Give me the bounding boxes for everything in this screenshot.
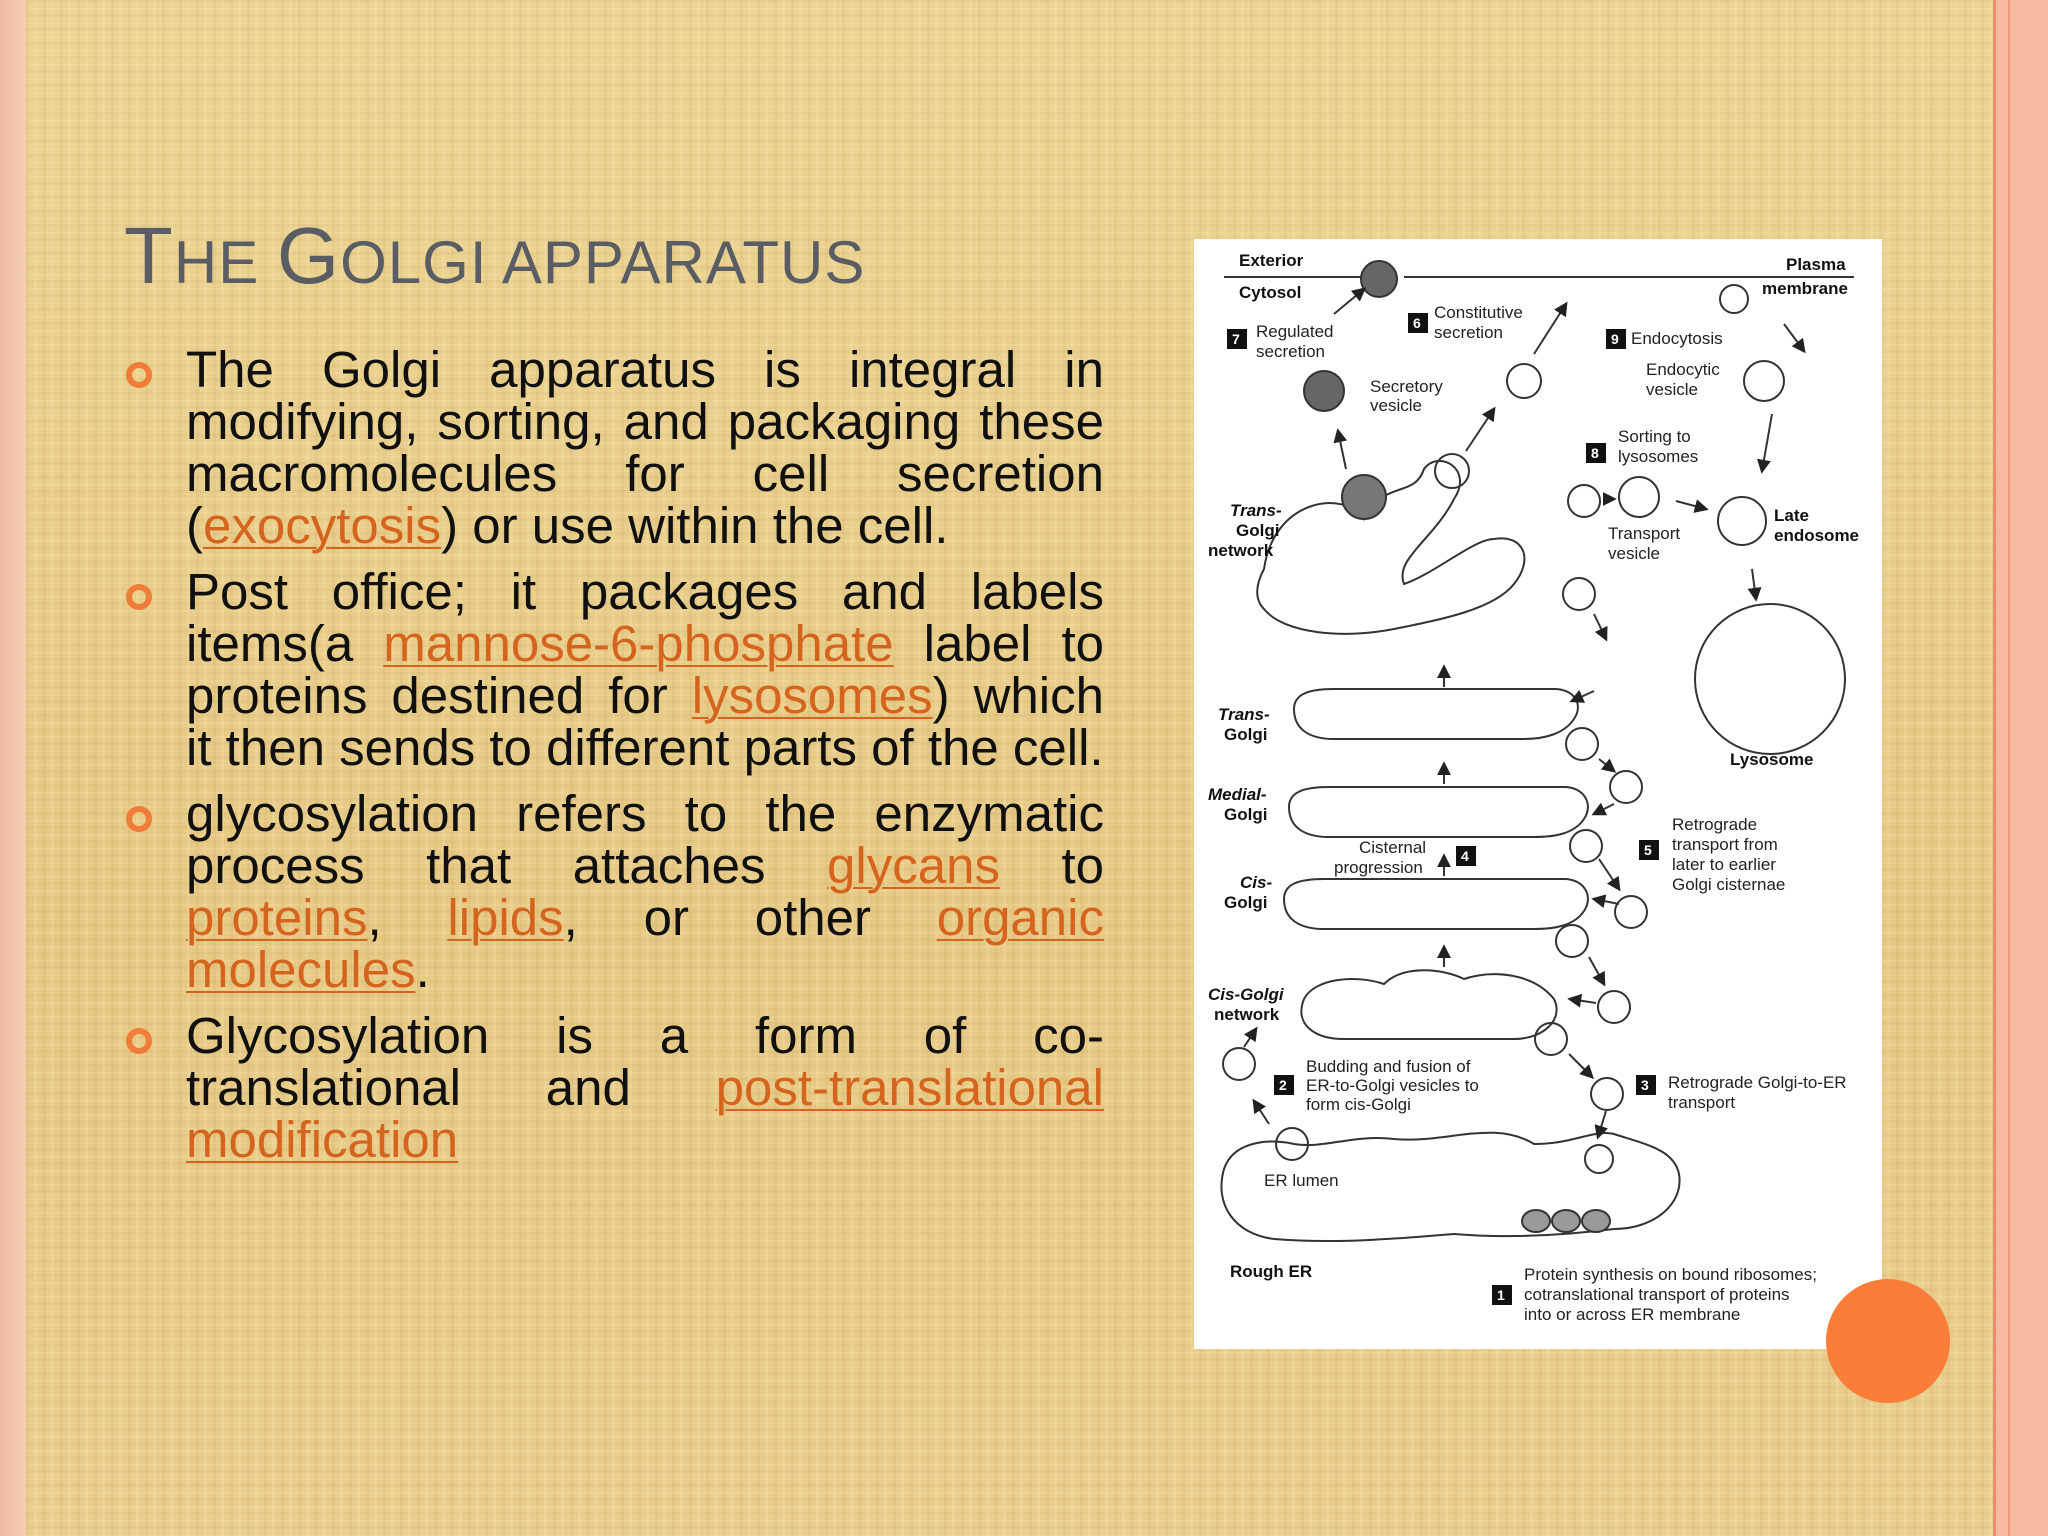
label-retrograde-er-1: Retrograde Golgi-to-ER [1668, 1073, 1847, 1092]
label-lysosome: Lysosome [1730, 750, 1814, 769]
arrow-to-late [1676, 501, 1706, 509]
vesicle-membrane-pit [1720, 285, 1748, 313]
label-regulated-1: Regulated [1256, 322, 1334, 341]
link-exocytosis[interactable]: exocytosis [202, 497, 442, 554]
bullet-item-1 [124, 341, 1104, 554]
arrow-left-2 [1594, 804, 1614, 814]
label-trans-2: Golgi [1224, 725, 1268, 744]
label-medial-2: Golgi [1224, 805, 1268, 824]
endocytic-vesicle-shape [1744, 361, 1784, 401]
label-cytosol: Cytosol [1239, 283, 1302, 302]
bullet-item-4 [124, 1007, 1104, 1168]
label-endocytic-2: vesicle [1646, 380, 1698, 399]
title-initial-g: G [276, 211, 341, 300]
bullet-item-2 [124, 563, 1104, 776]
bullet-item-3 [124, 785, 1104, 998]
left-border-strip [0, 0, 26, 1536]
bullet-text: ) or use within the cell. [441, 497, 949, 554]
vesicle-tgn-right [1568, 485, 1600, 517]
label-retro-4: Golgi cisternae [1672, 875, 1786, 894]
label-retro-1: Retrograde [1672, 815, 1758, 834]
granule-at-membrane [1361, 261, 1397, 297]
label-membrane: membrane [1762, 279, 1848, 298]
label-cisternal-1: Cisternal [1359, 838, 1427, 857]
label-medial-1: Medial- [1208, 785, 1267, 804]
vesicle-cgn-right [1535, 1023, 1567, 1055]
vesicle-er-right [1585, 1145, 1613, 1173]
arrow-up-left [1254, 1101, 1269, 1124]
vesicle-retro-er [1591, 1078, 1623, 1110]
vesicle-constitutive [1507, 364, 1541, 398]
label-trans-1: Trans- [1218, 705, 1270, 724]
title-initial-t: T [124, 211, 174, 300]
title-part-rest: OLGI APPARATUS [340, 229, 866, 296]
step-number-2: 2 [1279, 1077, 1287, 1093]
medial-golgi-cistern [1289, 787, 1588, 837]
step-number-8: 8 [1591, 445, 1599, 461]
link-post-translational-modification[interactable]: post-translational modification [186, 1059, 1104, 1168]
step-number-4: 4 [1461, 848, 1469, 864]
arrow-down-2 [1599, 759, 1614, 771]
vesicle-budding [1435, 454, 1469, 488]
label-budding-2: ER-to-Golgi vesicles to [1306, 1076, 1479, 1095]
bullet-text: . [415, 941, 430, 998]
step-number-7: 7 [1232, 331, 1240, 347]
label-tgn-2: Golgi [1236, 521, 1280, 540]
cis-golgi-network-shape [1301, 970, 1556, 1039]
label-plasma: Plasma [1786, 255, 1846, 274]
bullet-marker-icon [126, 1028, 152, 1054]
bullet-marker-icon [126, 362, 152, 388]
arrow-down-1 [1594, 614, 1606, 639]
label-retro-3: later to earlier [1672, 855, 1776, 874]
right-border-line [2008, 0, 2010, 1536]
golgi-diagram-figure [1194, 239, 1882, 1349]
arrow-to-lysosome [1752, 569, 1756, 599]
vesicle-cis-right [1556, 925, 1588, 957]
bullet-list [124, 341, 1104, 1180]
label-cgn-1: Cis-Golgi [1208, 985, 1284, 1004]
vesicle-tgn-lower [1563, 578, 1595, 610]
secretory-vesicle-shape [1304, 371, 1344, 411]
label-endocytosis: Endocytosis [1631, 329, 1723, 348]
trans-golgi-network-shape [1257, 461, 1524, 634]
label-sorting-1: Sorting to [1618, 427, 1691, 446]
label-constitutive-2: secretion [1434, 323, 1503, 342]
late-endosome-shape [1718, 497, 1766, 545]
label-exterior: Exterior [1239, 251, 1304, 270]
arrow-up-cgn [1244, 1029, 1256, 1047]
golgi-diagram [1194, 239, 1882, 1349]
label-rough-er: Rough ER [1230, 1262, 1313, 1281]
slide-title [124, 210, 865, 302]
clathrin-vesicle-shape [1342, 475, 1386, 519]
label-retrograde-er-2: transport [1668, 1093, 1736, 1112]
vesicle-retro-1 [1610, 771, 1642, 803]
vesicle-medial-right [1570, 830, 1602, 862]
label-synthesis-2: cotranslational transport of proteins [1524, 1285, 1790, 1304]
right-border-strip [1993, 0, 2048, 1536]
label-budding-1: Budding and fusion of [1306, 1057, 1471, 1076]
label-cis-1: Cis- [1240, 873, 1273, 892]
arrow-constitutive [1534, 304, 1566, 354]
label-retro-2: transport from [1672, 835, 1778, 854]
label-constitutive-1: Constitutive [1434, 303, 1523, 322]
title-part-he: HE [173, 229, 277, 296]
link-mannose-6-phosphate[interactable]: mannose-6-phosphate [383, 615, 894, 672]
step-number-9: 9 [1611, 331, 1619, 347]
arrow-to-constitutive [1466, 409, 1494, 451]
arrow-regulated [1334, 289, 1364, 314]
arrow-to-secretory [1338, 431, 1346, 469]
link-glycans[interactable]: glycans [827, 837, 1000, 894]
bullet-text: Glycosylation is a form of co-translational and [186, 1007, 1104, 1116]
label-secretory-1: Secretory [1370, 377, 1443, 396]
decorative-orange-circle [1826, 1279, 1950, 1403]
ribosome-2 [1552, 1210, 1580, 1232]
label-transport-2: vesicle [1608, 544, 1660, 563]
arrow-down-5 [1569, 1054, 1592, 1077]
vesicle-trans-right [1566, 728, 1598, 760]
transport-vesicle-shape [1619, 477, 1659, 517]
bullet-text: Post office; it packages and labels items(a [186, 563, 1104, 672]
step-number-5: 5 [1644, 842, 1652, 858]
link-lysosomes[interactable]: lysosomes [691, 667, 933, 724]
arrow-endocytosis [1784, 324, 1804, 351]
ribosome-3 [1582, 1210, 1610, 1232]
lysosome-shape [1695, 604, 1845, 754]
label-synthesis-3: into or across ER membrane [1524, 1305, 1741, 1324]
arrow-down-3 [1599, 859, 1619, 889]
bullet-text: to [999, 837, 1104, 894]
label-cisternal-2: progression [1334, 858, 1423, 877]
vesicle-retro-2 [1615, 896, 1647, 928]
label-cis-2: Golgi [1224, 893, 1268, 912]
arrow-left-1 [1572, 691, 1594, 701]
trans-golgi-cistern [1294, 689, 1578, 739]
label-regulated-2: secretion [1256, 342, 1325, 361]
label-secretory-2: vesicle [1370, 396, 1422, 415]
arrow-endo-to-late [1762, 414, 1772, 471]
link-organic-molecules[interactable]: organic molecules [186, 889, 1104, 998]
step-number-6: 6 [1413, 315, 1421, 331]
arrow-left-4 [1570, 999, 1596, 1003]
bullet-text: The Golgi apparatus is integral in modifying, sorting, and packaging these macromolecules for cell secretion ( [186, 341, 1104, 554]
label-sorting-2: lysosomes [1618, 447, 1699, 466]
step-number-3: 3 [1641, 1077, 1649, 1093]
link-proteins[interactable]: proteins [186, 889, 368, 946]
bullet-text: glycosylation refers to the enzymatic process that attaches [186, 785, 1104, 894]
label-synthesis-1: Protein synthesis on bound ribosomes; [1524, 1265, 1817, 1284]
arrow-down-4 [1589, 957, 1604, 984]
label-late-1: Late [1774, 506, 1809, 525]
label-late-2: endosome [1774, 526, 1860, 545]
label-cgn-2: network [1214, 1005, 1280, 1024]
bullet-text: ) which it then sends to different parts of the cell. [186, 667, 1104, 776]
step-number-1: 1 [1497, 1287, 1505, 1303]
arrow-left-3 [1594, 899, 1619, 904]
label-tgn-3: network [1208, 541, 1274, 560]
label-transport-1: Transport [1608, 524, 1681, 543]
vesicle-cgn-left [1223, 1048, 1255, 1080]
label-er-lumen: ER lumen [1264, 1171, 1339, 1190]
label-budding-3: form cis-Golgi [1306, 1095, 1411, 1114]
ribosome-1 [1522, 1210, 1550, 1232]
label-endocytic-1: Endocytic [1646, 360, 1720, 379]
link-lipids[interactable]: lipids [447, 889, 564, 946]
cis-golgi-cistern [1284, 879, 1588, 929]
bullet-text: label to proteins destined for [186, 615, 1104, 724]
bullet-marker-icon [126, 806, 152, 832]
bullet-text: , [367, 889, 448, 946]
bullet-text: , or other [563, 889, 937, 946]
bullet-marker-icon [126, 584, 152, 610]
label-tgn-1: Trans- [1230, 501, 1282, 520]
vesicle-retro-3 [1598, 991, 1630, 1023]
